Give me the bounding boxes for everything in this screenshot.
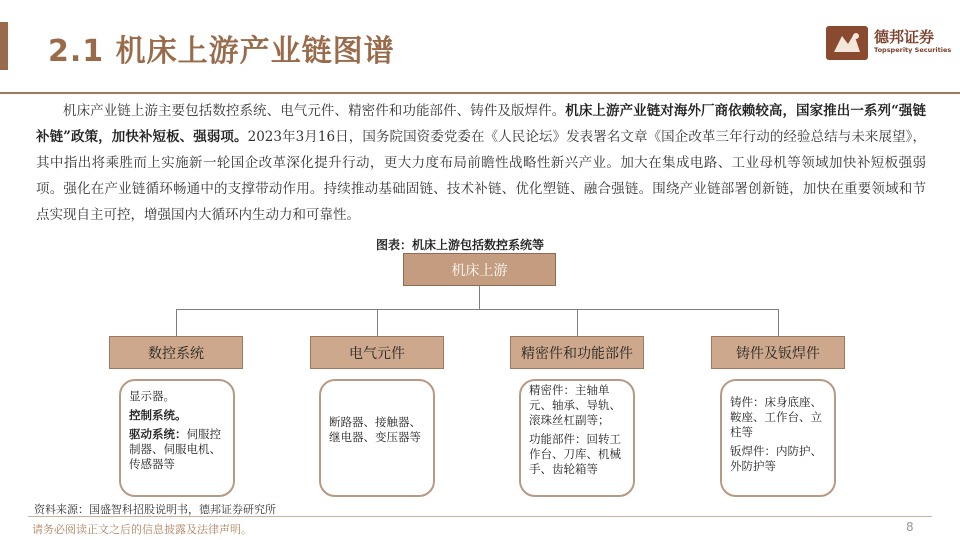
detail-electrical-components — [319, 379, 435, 497]
page-number: 8 — [906, 520, 914, 534]
category-cnc-system: 数控系统 — [109, 336, 243, 369]
detail-item: 断路器、接触器、继电器、变压器等 — [329, 415, 421, 444]
connector-cat-4 — [778, 309, 779, 336]
detail-item: 钣焊件：内防护、外防护等 — [730, 444, 822, 473]
connector-cat-1 — [176, 309, 177, 336]
category-castings: 铸件及钣焊件 — [711, 336, 845, 369]
detail-item-label: 驱动系统： — [129, 427, 187, 441]
brand-name-en: Topsperity Securities — [874, 46, 952, 54]
connector-cat-3 — [577, 309, 578, 336]
tree-root-node: 机床上游 — [403, 253, 556, 286]
figure-caption: 图表：机床上游包括数控系统等 — [376, 238, 545, 252]
legal-disclaimer: 请务必阅读正文之后的信息披露及法律声明。 — [32, 523, 252, 536]
paragraph-highlight: 机床上游产业链对海外厂商依赖较高，国家推出一系列“强链补链”政策，加快补短板、强弱项。 — [36, 103, 926, 145]
brand-logo-icon — [826, 26, 868, 60]
detail-item: 控制系统。 — [129, 408, 187, 422]
category-electrical-components: 电气元件 — [310, 336, 444, 369]
brand-name-cn: 德邦证券 — [874, 28, 935, 46]
footer-divider — [28, 516, 932, 517]
detail-precision-parts — [519, 379, 635, 497]
detail-item-text: 伺服控制器、伺服电机、传感器等 — [129, 427, 221, 471]
paragraph-intro: 机床产业链上游主要包括数控系统、电气元件、精密件和功能部件、铸件及版焊件。 — [63, 103, 566, 119]
source-note: 资料来源：国盛智科招股说明书，德邦证券研究所 — [34, 503, 276, 516]
brand-logo — [826, 22, 952, 66]
title-accent-bar — [0, 22, 8, 70]
detail-item: 功能部件：回转工作台、刀库、机械手、齿轮箱等 — [529, 432, 621, 476]
detail-item: 铸件：床身底座、鞍座、工作台、立柱等 — [730, 395, 822, 439]
category-precision-parts: 精密件和功能部件 — [510, 336, 644, 369]
detail-item: 显示器。 — [129, 389, 175, 403]
detail-item — [129, 427, 227, 472]
title-divider — [0, 92, 960, 94]
connector-horizontal — [176, 309, 779, 310]
connector-cat-2 — [377, 309, 378, 336]
detail-castings — [720, 379, 836, 497]
body-paragraph — [36, 98, 926, 228]
page-title: 2.1 机床上游产业链图谱 — [48, 34, 395, 69]
detail-cnc-system — [119, 379, 235, 497]
detail-item: 精密件：主轴单元、轴承、导轨、滚珠丝杠副等； — [529, 383, 621, 427]
connector-root-down — [479, 286, 480, 309]
paragraph-body: 2023年3月16日，国务院国资委党委在《人民论坛》发表署名文章《国企改革三年行动的经验总结与未来展望》，其中指出将乘胜而上实施新一轮国企改革深化提升行动，更大力度布局前瞻性战略性新兴产业。加大在集成电路、工业母机等领域加快补短板强弱项。强化在产业链循环畅通中的支撑带动作用。持续推动基础固链、技术补链、优化塑链、融合强链。围绕产业链部署创新链，加快在重要领域和节点实现自主可控，增强国内大循环内生动力和可靠性。 — [36, 129, 927, 223]
